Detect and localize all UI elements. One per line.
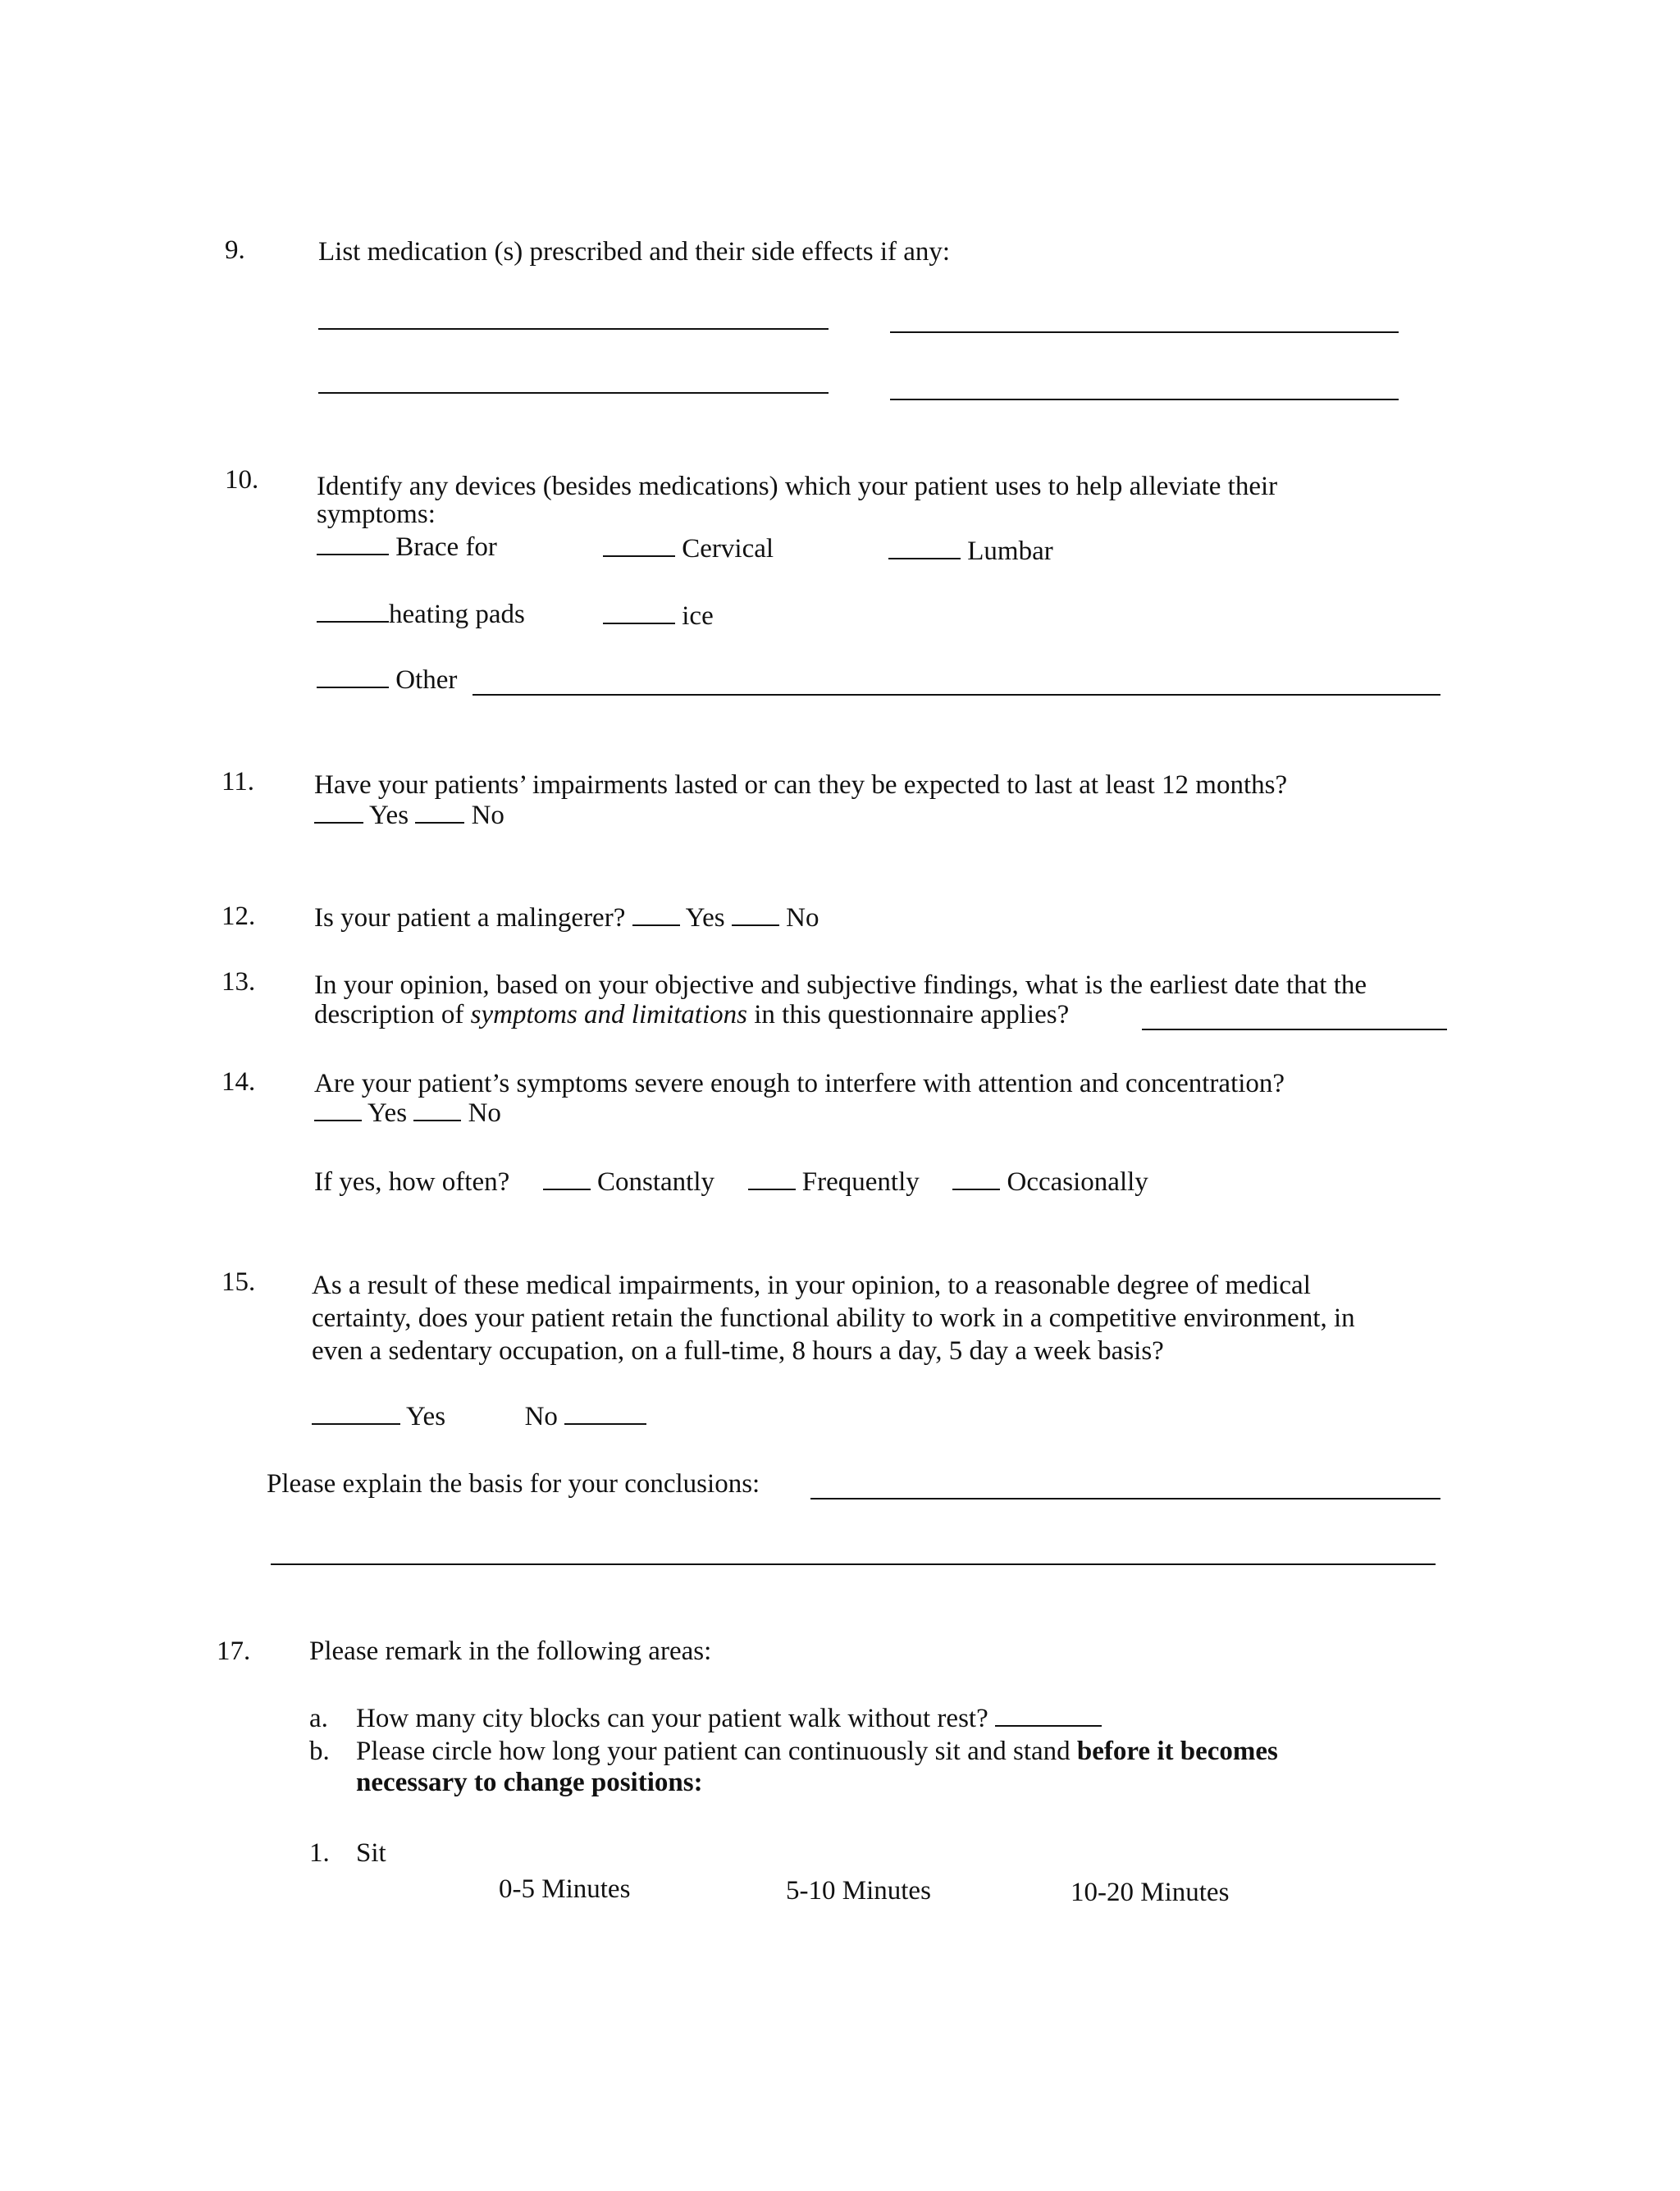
q15-text-line1: As a result of these medical impairments, in your opinion, to a reasonable degree of medical [312, 1271, 1311, 1300]
city-blocks-field[interactable] [995, 1704, 1102, 1727]
constantly-label: Constantly [597, 1167, 715, 1197]
q11-yes-checkbox[interactable] [314, 801, 363, 824]
sit-option-5-10[interactable]: 5-10 Minutes [786, 1876, 931, 1906]
q11-yes-label: Yes [369, 801, 409, 830]
q12-yes-label: Yes [685, 903, 725, 933]
q15-explain-field-1[interactable] [810, 1498, 1440, 1499]
brace-label: Brace for [395, 532, 497, 562]
q15-yes-label: Yes [406, 1402, 446, 1431]
ice-label: ice [682, 601, 714, 631]
q12-no-checkbox[interactable] [732, 903, 779, 926]
q12-no-label: No [786, 903, 819, 933]
q14-number: 14. [221, 1067, 256, 1097]
q11-text: Have your patients’ impairments lasted or can they be expected to last at least 12 months? [314, 770, 1288, 800]
q10-text-line2: symptoms: [317, 500, 436, 529]
q17-b-text: Please circle how long your patient can continuously sit and stand [356, 1737, 1071, 1766]
q17-b-label: b. [309, 1737, 330, 1766]
q15-no-label: No [524, 1402, 558, 1431]
q13-line2-post: in this questionnaire applies? [754, 1000, 1070, 1029]
occasionally-label: Occasionally [1007, 1167, 1148, 1197]
q15-yes-checkbox[interactable] [312, 1402, 400, 1425]
q14-options [314, 1098, 501, 1129]
q9-medication-field-2[interactable] [890, 331, 1399, 333]
sit-option-0-5[interactable]: 0-5 Minutes [499, 1874, 631, 1904]
q10-option-other [317, 664, 457, 696]
q11-number: 11. [221, 767, 255, 797]
q11-no-checkbox[interactable] [415, 801, 464, 824]
q12-number: 12. [221, 902, 256, 931]
q11-no-label: No [471, 801, 504, 830]
q10-option-ice [603, 600, 714, 632]
q14-no-checkbox[interactable] [413, 1098, 461, 1121]
sit-number: 1. [309, 1838, 330, 1868]
q9-medication-field-1[interactable] [318, 328, 829, 330]
brace-checkbox[interactable] [317, 532, 389, 555]
occasionally-checkbox[interactable] [952, 1167, 1000, 1190]
ice-checkbox[interactable] [603, 601, 675, 624]
q10-option-cervical [603, 533, 774, 564]
q15-no-checkbox[interactable] [564, 1402, 646, 1425]
q17-b-line1 [356, 1736, 1278, 1767]
q17-a-text: How many city blocks can your patient walk without rest? [356, 1704, 988, 1733]
sit-label: Sit [356, 1838, 386, 1868]
constantly-checkbox[interactable] [543, 1167, 591, 1190]
q10-other-field[interactable] [472, 694, 1440, 696]
q17-b-bold2: necessary to change positions: [356, 1768, 703, 1797]
q11-options [314, 800, 504, 831]
q17-number: 17. [217, 1636, 251, 1666]
q14-followup-text: If yes, how often? [314, 1167, 510, 1197]
q15-text-line3: even a sedentary occupation, on a full-time, 8 hours a day, 5 day a week basis? [312, 1336, 1164, 1366]
q15-text-line2: certainty, does your patient retain the functional ability to work in a competitive environment, in [312, 1303, 1355, 1333]
heating-pads-checkbox[interactable] [317, 600, 389, 623]
q14-yes-checkbox[interactable] [314, 1098, 362, 1121]
q13-line2-pre: description of [314, 1000, 464, 1029]
q12-text: Is your patient a malingerer? [314, 903, 626, 933]
q17-text: Please remark in the following areas: [309, 1636, 712, 1666]
q15-explain-label: Please explain the basis for your conclusions: [267, 1469, 760, 1499]
heating-pads-label: heating pads [389, 600, 525, 629]
q17-a-label: a. [309, 1704, 328, 1733]
q14-followup [314, 1166, 1148, 1198]
lumbar-label: Lumbar [967, 536, 1053, 566]
q17-b-bold1: before it becomes [1076, 1737, 1278, 1766]
q13-number: 13. [221, 967, 256, 997]
q14-yes-label: Yes [368, 1098, 408, 1128]
q12-yes-checkbox[interactable] [632, 903, 680, 926]
frequently-label: Frequently [801, 1167, 920, 1197]
q12-line [314, 902, 819, 933]
q17-a [356, 1703, 1102, 1734]
q13-date-field[interactable] [1142, 1029, 1447, 1030]
other-label: Other [395, 665, 458, 695]
q9-number: 9. [225, 235, 245, 265]
q14-text: Are your patient’s symptoms severe enough to interfere with attention and concentration? [314, 1069, 1285, 1098]
q15-explain-field-2[interactable] [271, 1563, 1436, 1565]
q9-text: List medication (s) prescribed and their side effects if any: [318, 237, 951, 267]
q10-number: 10. [225, 465, 259, 495]
q14-no-label: No [468, 1098, 501, 1128]
q9-medication-field-3[interactable] [318, 392, 829, 394]
sit-option-10-20[interactable]: 10-20 Minutes [1071, 1878, 1230, 1907]
q9-medication-field-4[interactable] [890, 399, 1399, 400]
q13-text-line1: In your opinion, based on your objective and subjective findings, what is the earliest date that the [314, 970, 1367, 1000]
cervical-label: Cervical [682, 534, 774, 564]
cervical-checkbox[interactable] [603, 534, 675, 557]
q10-text-line1: Identify any devices (besides medications) which your patient uses to help alleviate their [317, 472, 1278, 501]
q15-number: 15. [221, 1267, 256, 1297]
q13-text-line2 [314, 999, 1069, 1030]
frequently-checkbox[interactable] [748, 1167, 796, 1190]
q10-option-brace [317, 532, 497, 563]
other-checkbox[interactable] [317, 665, 389, 688]
q10-option-heating [317, 599, 525, 630]
q15-options [312, 1401, 646, 1432]
q10-option-lumbar [888, 536, 1053, 567]
lumbar-checkbox[interactable] [888, 536, 961, 559]
q13-line2-italic: symptoms and limitations [470, 1000, 747, 1029]
